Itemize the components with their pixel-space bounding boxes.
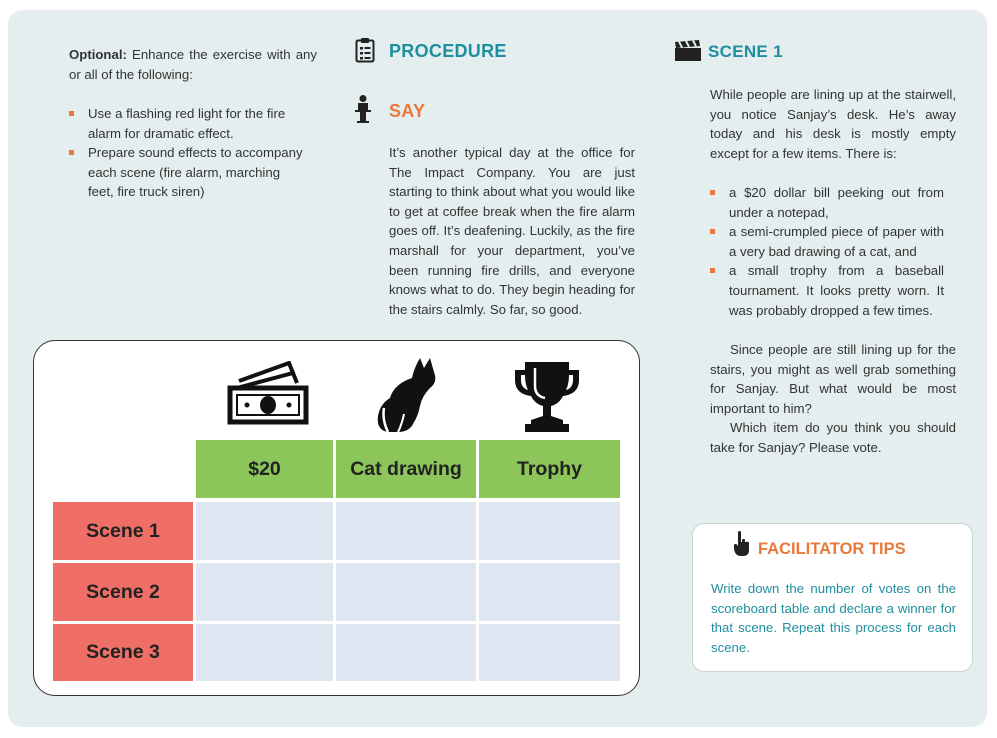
list-item: a $20 dollar bill peeking out from under a notepad, <box>710 183 944 222</box>
optional-text: Enhance the exercise with any or all of the following: <box>69 47 317 82</box>
row-header: Scene 3 <box>53 624 193 681</box>
clapperboard-icon <box>674 40 702 62</box>
tips-title: FACILITATOR TIPS <box>758 540 906 558</box>
column-header: Cat drawing <box>336 440 476 498</box>
vote-cell[interactable] <box>479 624 620 681</box>
vote-cell[interactable] <box>196 624 333 681</box>
scene-items-list <box>710 183 944 320</box>
column-header: Trophy <box>479 440 620 498</box>
scene-title: SCENE 1 <box>708 42 783 61</box>
vote-cell[interactable] <box>196 502 333 560</box>
procedure-title: PROCEDURE <box>389 41 507 61</box>
vote-cell[interactable] <box>336 563 476 621</box>
tips-text: Write down the number of votes on the scoreboard table and declare a winner for that scene. Repeat this process for each scene. <box>711 581 956 655</box>
row-header: Scene 2 <box>53 563 193 621</box>
cat-icon <box>374 356 440 434</box>
speaker-podium-icon <box>354 95 372 123</box>
money-icon <box>227 361 309 425</box>
scene-intro: While people are lining up at the stairwell, you notice Sanjay’s desk. He’s away today and his desk is mostly empty except for a few items. There is: <box>710 87 956 161</box>
vote-cell[interactable] <box>336 624 476 681</box>
clipboard-icon <box>355 37 375 63</box>
trophy-icon <box>513 360 581 432</box>
list-item: a small trophy from a baseball tournament. It looks pretty worn. It was probably dropped a few times. <box>710 261 944 320</box>
column-header: $20 <box>196 440 333 498</box>
vote-cell[interactable] <box>336 502 476 560</box>
vote-cell[interactable] <box>196 563 333 621</box>
scene-paragraph: Since people are still lining up for the stairs, you might as well grab something for Sanjay. But what would be most important to him? <box>710 342 956 416</box>
say-title: SAY <box>389 101 426 121</box>
optional-intro <box>69 45 317 84</box>
optional-list <box>69 104 309 202</box>
list-item: a semi-crumpled piece of paper with a very bad drawing of a cat, and <box>710 222 944 261</box>
scene-paragraph: Which item do you think you should take for Sanjay? Please vote. <box>710 420 956 455</box>
optional-label: Optional: <box>69 47 127 62</box>
vote-cell[interactable] <box>479 502 620 560</box>
pointing-hand-icon <box>733 531 751 557</box>
say-text: It’s another typical day at the office for The Impact Company. You are just starting to think about what you would like to get at coffee break when the fire alarm goes off. It’s deafening. Luckily, as the fire marshall for your department, you’ve been running fire drills, and everyone knows what to do. They begin heading for the stairs calmly. So far, so good. <box>389 145 635 317</box>
list-item: Use a flashing red light for the fire alarm for dramatic effect. <box>69 104 309 143</box>
scene-question <box>710 340 956 458</box>
list-item: Prepare sound effects to accompany each scene (fire alarm, marching feet, fire truck siren) <box>69 143 309 202</box>
vote-cell[interactable] <box>479 563 620 621</box>
row-header: Scene 1 <box>53 502 193 560</box>
